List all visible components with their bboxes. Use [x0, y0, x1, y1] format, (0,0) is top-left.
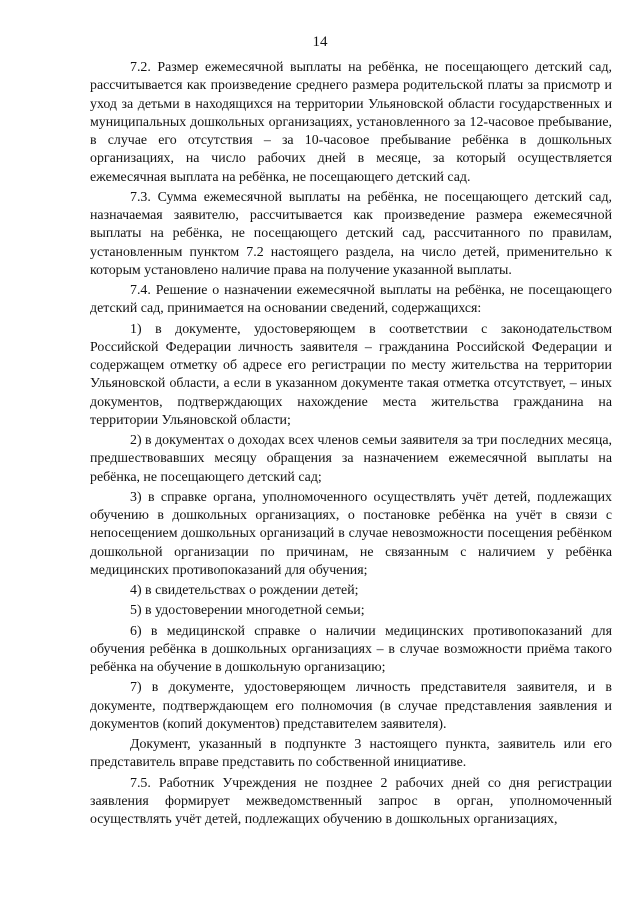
list-item-7: 7) в документе, удостоверяющем личность представителя заявителя, и в документе, подтверждающем его полномочия (в случае представления заявления и документов (копий документов) представителем заявителя).	[90, 680, 612, 732]
paragraph-note: Документ, указанный в подпункте 3 настоящего пункта, заявитель или его представитель вправе представить по собственной инициативе.	[90, 737, 612, 771]
page-number: 14	[312, 34, 328, 50]
paragraph-7-4: 7.4. Решение о назначении ежемесячной выплаты на ребёнка, не посещающего детский сад, принимается на основании сведений, содержащихся:	[90, 283, 612, 317]
list-item-4: 4) в свидетельствах о рождении детей;	[130, 583, 359, 598]
paragraph-7-3: 7.3. Сумма ежемесячной выплаты на ребёнка, не посещающего детский сад, назначаемая заявителю, рассчитывается как произведение размера ежемесячной выплаты на ребёнка, не посещающего детский сад, рассчитанного по правилам, установленным пунктом 7.2 настоящего раздела, на число детей, применительно к которым установлено наличие права на получение указанной выплаты.	[90, 189, 612, 278]
list-item-6: 6) в медицинской справке о наличии медицинских противопоказаний для обучения ребёнка в дошкольных организациях – в случае возможности приёма такого ребёнка на обучение в дошкольную организацию;	[90, 623, 612, 675]
list-item-3: 3) в справке органа, уполномоченного осуществлять учёт детей, подлежащих обучению в дошкольных организациях, о постановке ребёнка на учёт в связи с непосещением дошкольных организаций в случае невозможности посещения ребёнком дошкольной организации по причинам, не связанным с наличием у ребёнка медицинских противопоказаний для обучения;	[90, 489, 612, 578]
list-item-1: 1) в документе, удостоверяющем в соответствии с законодательством Российской Федерации личность заявителя – гражданина Российской Федерации и содержащем отметку об адресе его регистрации по месту жительства на территории Ульяновской области, а если в указанном документе такая отметка отсутствует, – иных документов, подтверждающих нахождение места жительства гражданина на территории Ульяновской области;	[90, 321, 612, 428]
list-item-2: 2) в документах о доходах всех членов семьи заявителя за три последних месяца, предшествовавших месяцу обращения за назначением ежемесячной выплаты на ребёнка, не посещающего детский сад;	[90, 433, 612, 485]
paragraph-7-2: 7.2. Размер ежемесячной выплаты на ребёнка, не посещающего детский сад, рассчитывается как произведение среднего размера родительской платы за присмотр и уход за детьми в находящихся на территории Ульяновской области государственных и муниципальных дошкольных организациях, установленного за 12-часовое пребывание, в случае его отсутствия – за 10-часовое пребывание ребёнка в дошкольных организациях, на число рабочих дней в месяце, за который осуществляется ежемесячная выплата на ребёнка, не посещающего детский сад.	[90, 60, 612, 185]
list-item-5: 5) в удостоверении многодетной семьи;	[130, 603, 365, 619]
document-body	[90, 59, 612, 829]
paragraph-7-5: 7.5. Работник Учреждения не позднее 2 рабочих дней со дня регистрации заявления формирует межведомственный запрос в орган, уполномоченный осуществлять учёт детей, подлежащих обучению в дошкольных организациях,	[90, 775, 612, 827]
